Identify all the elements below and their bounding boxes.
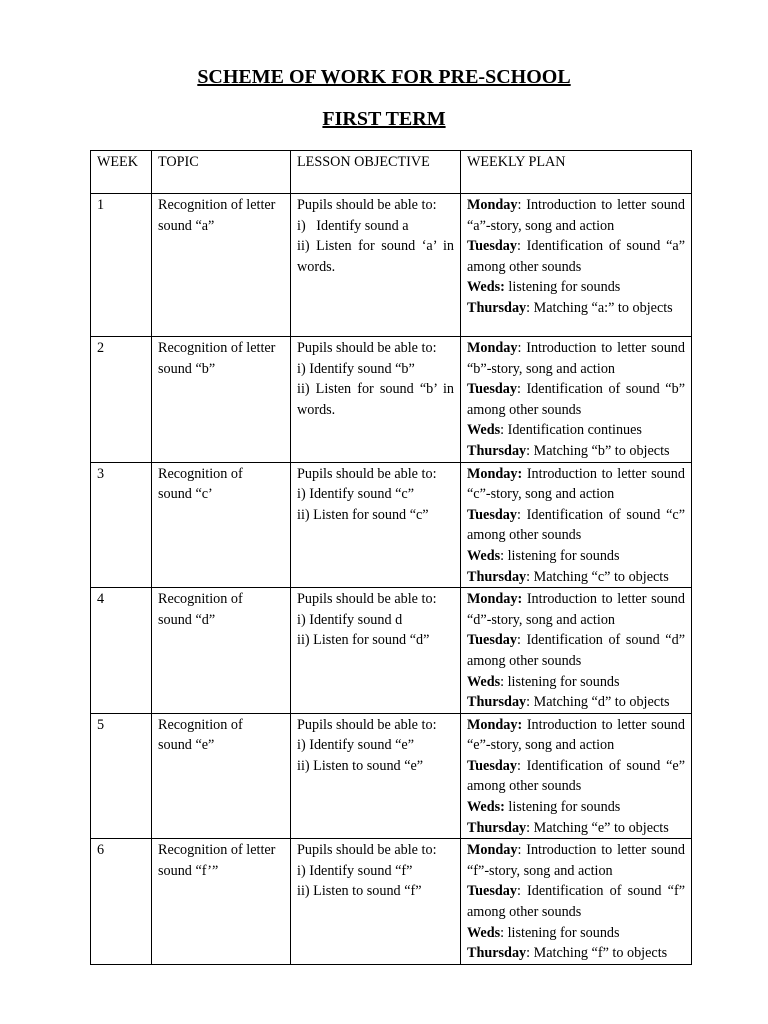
- plan-day: Thursday: [467, 442, 527, 459]
- plan-entry: [467, 715, 685, 756]
- plan-text: : listening for sounds: [500, 924, 620, 941]
- objective-line: words.: [297, 401, 336, 418]
- topic-cell: [152, 713, 291, 839]
- plan-day: Tuesday: [467, 632, 517, 649]
- objective-cell: [291, 839, 461, 965]
- topic-line: Recognition of letter: [158, 842, 276, 859]
- plan-day: Weds:: [467, 799, 505, 816]
- table-row: [91, 839, 692, 965]
- objective-line: i) Identify sound d: [297, 611, 403, 628]
- objective-line: Pupils should be able to:: [297, 340, 437, 356]
- plan-day: Monday: [467, 842, 518, 859]
- objective-line: i) Identify sound a: [297, 217, 409, 234]
- plan-entry: [467, 630, 685, 671]
- plan-day: Thursday: [467, 568, 527, 585]
- objective-cell: [291, 337, 461, 463]
- header-topic: TOPIC: [152, 151, 291, 194]
- table-row: [91, 588, 692, 714]
- plan-day: Weds: [467, 673, 501, 690]
- objective-line: words.: [297, 258, 336, 275]
- objective-line: i) Identify sound “b”: [297, 360, 415, 377]
- plan-entry: [467, 464, 685, 505]
- topic-cell: [152, 588, 291, 714]
- objective-line: ii) Listen to sound “e”: [297, 757, 424, 774]
- document-title: SCHEME OF WORK FOR PRE-SCHOOL: [197, 66, 571, 88]
- plan-day: Thursday: [467, 694, 527, 711]
- plan-entry: [467, 797, 685, 818]
- plan-text: listening for sounds: [504, 279, 621, 296]
- plan-day: Monday: [467, 197, 518, 213]
- objective-line: ii) Listen for sound ‘a’ in: [297, 238, 454, 255]
- plan-day: Monday:: [467, 716, 523, 733]
- objective-cell: [291, 194, 461, 337]
- topic-cell: [152, 194, 291, 337]
- weekly-plan-cell: [461, 839, 692, 965]
- header-week: WEEK: [91, 151, 152, 194]
- plan-entry: [467, 672, 685, 693]
- plan-day: Monday:: [467, 465, 523, 482]
- objective-cell: [291, 588, 461, 714]
- objective-line: i) Identify sound “f”: [297, 862, 413, 879]
- plan-entry: [467, 546, 685, 567]
- weekly-plan-cell: [461, 588, 692, 714]
- objective-line: ii) Listen for sound “d”: [297, 632, 430, 649]
- plan-entry: [467, 505, 685, 546]
- weekly-plan-cell: [461, 462, 692, 588]
- plan-day: Monday:: [467, 591, 523, 608]
- plan-entry: [467, 338, 685, 379]
- topic-line: Recognition of letter: [158, 197, 276, 213]
- topic-cell: [152, 839, 291, 965]
- table-header-row: [91, 151, 692, 194]
- plan-text: Introduction to letter sound “c”-story, song and action: [467, 465, 685, 503]
- header-objective: LESSON OBJECTIVE: [291, 151, 461, 194]
- plan-text: : listening for sounds: [500, 673, 620, 690]
- plan-entry: [467, 756, 685, 797]
- plan-text: : Matching “c” to objects: [526, 568, 669, 585]
- topic-line: sound “f’”: [158, 862, 219, 879]
- objective-line: i) Identify sound “e”: [297, 737, 415, 754]
- week-cell: 3: [91, 462, 152, 588]
- topic-line: sound “b”: [158, 360, 216, 377]
- plan-text: Introduction to letter sound “d”-story, song and action: [467, 591, 685, 628]
- topic-line: Recognition of: [158, 716, 243, 733]
- topic-line: Recognition of: [158, 465, 243, 482]
- plan-entry: [467, 298, 685, 319]
- plan-text: : Introduction to letter sound “b”-story, song and action: [467, 340, 685, 377]
- plan-text: : Introduction to letter sound “f”-story, song and action: [467, 842, 685, 879]
- plan-text: Introduction to letter sound “e”-story, song and action: [467, 716, 685, 754]
- plan-entry: [467, 840, 685, 881]
- plan-entry: [467, 692, 685, 713]
- plan-day: Weds:: [467, 279, 505, 296]
- plan-entry: [467, 923, 685, 944]
- topic-cell: [152, 462, 291, 588]
- objective-cell: [291, 462, 461, 588]
- objective-line: ii) Listen to sound “f”: [297, 883, 422, 900]
- topic-line: Recognition of: [158, 591, 243, 608]
- plan-text: : Matching “d” to objects: [526, 694, 670, 711]
- objective-cell: [291, 713, 461, 839]
- plan-text: : Identification of sound “c” among other sounds: [467, 506, 685, 544]
- plan-text: : Matching “a:” to objects: [526, 299, 673, 316]
- plan-day: Thursday: [467, 299, 527, 316]
- plan-entry: [467, 881, 685, 922]
- plan-day: Tuesday: [467, 381, 517, 398]
- plan-text: : Identification of sound “d” among other sounds: [467, 632, 685, 669]
- plan-text: : Matching “f” to objects: [526, 945, 668, 962]
- plan-entry: [467, 589, 685, 630]
- plan-day: Monday: [467, 340, 518, 356]
- topic-line: Recognition of letter: [158, 340, 276, 356]
- objective-line: ii) Listen for sound “c”: [297, 506, 429, 523]
- week-cell: 1: [91, 194, 152, 337]
- plan-entry: [467, 420, 685, 441]
- plan-entry: [467, 379, 685, 420]
- plan-text: : Identification of sound “e” among other sounds: [467, 757, 685, 795]
- plan-entry: [467, 943, 685, 964]
- objective-line: Pupils should be able to:: [297, 197, 437, 213]
- week-cell: 4: [91, 588, 152, 714]
- table-row: [91, 337, 692, 463]
- plan-text: : Identification of sound “f” among other sounds: [467, 883, 685, 921]
- topic-line: sound “a”: [158, 217, 215, 234]
- plan-entry: [467, 277, 685, 298]
- plan-entry: [467, 441, 685, 462]
- week-cell: 5: [91, 713, 152, 839]
- table-row: [91, 713, 692, 839]
- plan-entry: [467, 236, 685, 277]
- objective-line: i) Identify sound “c”: [297, 486, 415, 503]
- plan-entry: [467, 195, 685, 236]
- plan-day: Tuesday: [467, 883, 517, 900]
- plan-text: : Introduction to letter sound “a”-story, song and action: [467, 197, 685, 234]
- plan-day: Weds: [467, 547, 501, 564]
- weekly-plan-cell: [461, 713, 692, 839]
- plan-text: : Identification of sound “a” among other sounds: [467, 238, 685, 275]
- weekly-plan-cell: [461, 337, 692, 463]
- week-cell: 2: [91, 337, 152, 463]
- plan-day: Thursday: [467, 819, 527, 836]
- plan-day: Tuesday: [467, 238, 517, 255]
- document-subtitle: FIRST TERM: [322, 108, 446, 130]
- topic-line: sound “d”: [158, 611, 216, 628]
- plan-day: Weds: [467, 924, 501, 941]
- plan-text: : listening for sounds: [500, 547, 620, 564]
- scheme-table: [90, 150, 692, 965]
- plan-entry: [467, 567, 685, 588]
- objective-line: Pupils should be able to:: [297, 842, 437, 859]
- objective-line: Pupils should be able to:: [297, 716, 437, 733]
- plan-day: Thursday: [467, 945, 527, 962]
- plan-text: : Matching “e” to objects: [526, 819, 669, 836]
- plan-entry: [467, 818, 685, 839]
- plan-day: Weds: [467, 422, 501, 439]
- week-cell: 6: [91, 839, 152, 965]
- table-row: [91, 462, 692, 588]
- topic-line: sound “c’: [158, 486, 213, 503]
- objective-line: ii) Listen for sound “b’ in: [297, 381, 454, 398]
- objective-line: Pupils should be able to:: [297, 465, 437, 482]
- table-row: [91, 194, 692, 337]
- plan-day: Tuesday: [467, 506, 517, 523]
- topic-cell: [152, 337, 291, 463]
- header-plan: WEEKLY PLAN: [461, 151, 692, 194]
- plan-text: listening for sounds: [504, 799, 621, 816]
- weekly-plan-cell: [461, 194, 692, 337]
- plan-text: : Identification continues: [500, 422, 642, 439]
- plan-day: Tuesday: [467, 757, 517, 774]
- plan-text: : Matching “b” to objects: [526, 442, 670, 459]
- objective-line: Pupils should be able to:: [297, 591, 437, 608]
- topic-line: sound “e”: [158, 737, 215, 754]
- plan-text: : Identification of sound “b” among other sounds: [467, 381, 685, 418]
